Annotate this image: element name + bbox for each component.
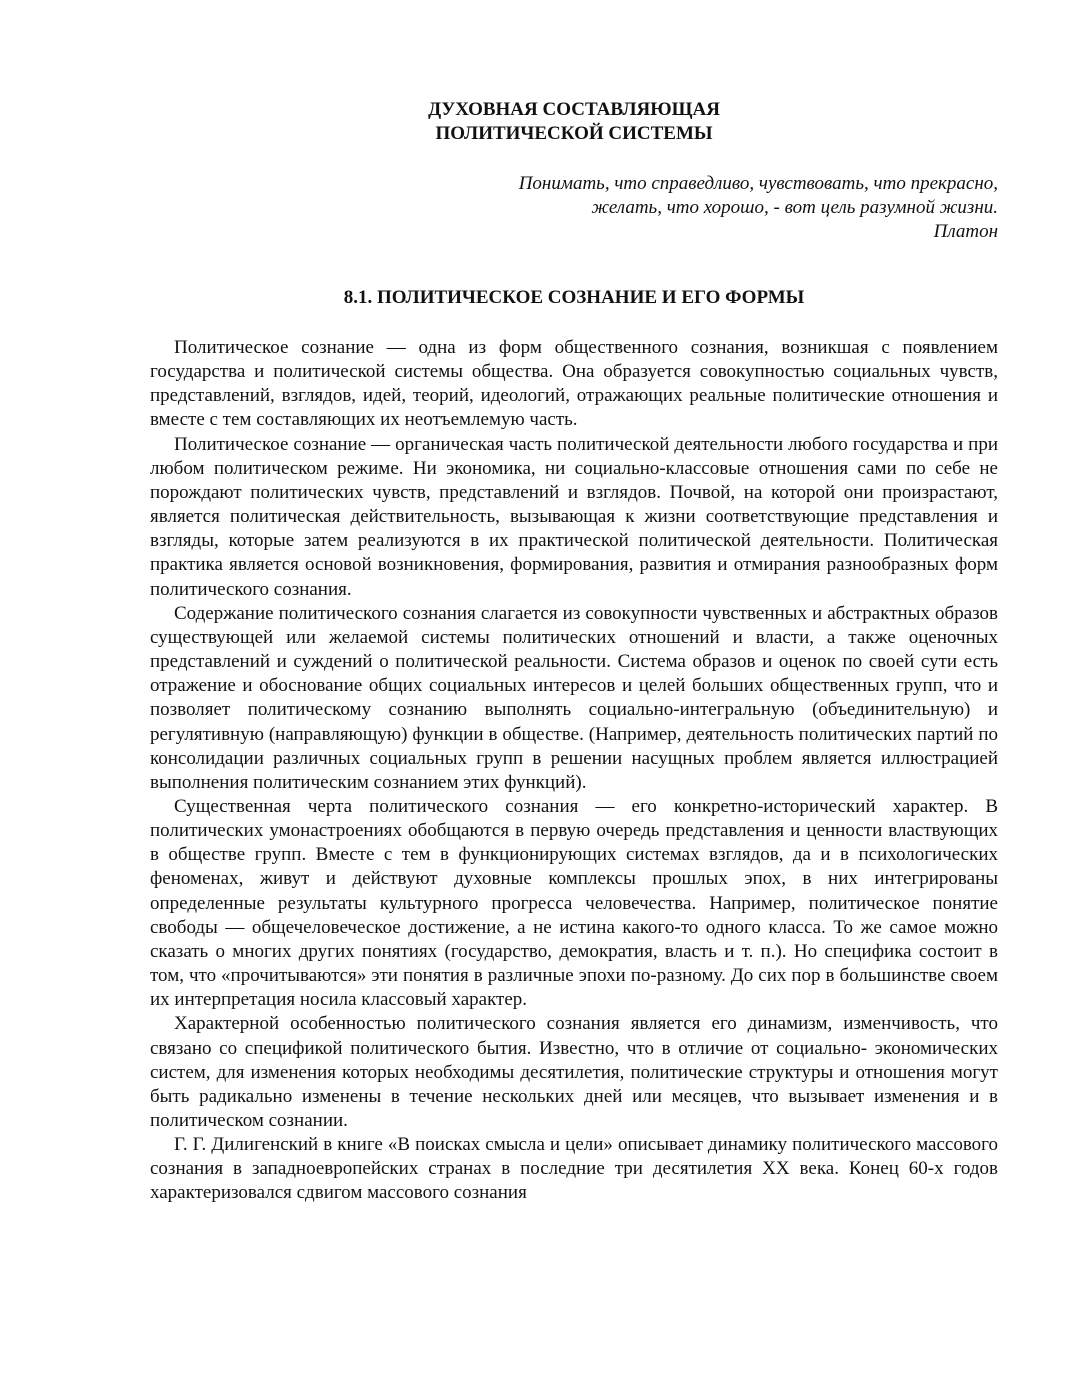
- epigraph: [150, 172, 998, 244]
- document-title-line-1: ДУХОВНАЯ СОСТАВЛЯЮЩАЯ: [428, 99, 720, 120]
- epigraph-author: Платон: [933, 221, 998, 242]
- paragraph: Политическое сознание — органическая часть политической деятельности любого государства и при любом политическом режиме. Ни экономика, ни социально-классовые отношения сами по себе не порождают политических чувств, представлений и взглядов. Почвой, на которой они произрастают, является политическая действительность, вызывающая к жизни соответствующие представления и взгляды, которые затем реализуются в их практической политической деятельности. Политическая практика является основой возникновения, формирования, развития и отмирания разнообразных форм политического сознания.: [150, 433, 998, 600]
- section-body: [150, 336, 998, 1206]
- section-title: 8.1. ПОЛИТИЧЕСКОЕ СОЗНАНИЕ И ЕГО ФОРМЫ: [343, 287, 805, 308]
- paragraph: Характерной особенностью политического сознания является его динамизм, изменчивость, что связано со спецификой политического бытия. Известно, что в отличие от социально- экономических систем, для изменения которых необходимы десятилетия, политические структуры и отношения могут быть радикально изменены в течение нескольких дней или месяцев, что вызывает изменения и в политическом сознании.: [150, 1013, 998, 1131]
- epigraph-line-2: желать, что хорошо, - вот цель разумной жизни.: [591, 197, 998, 218]
- document-title-line-2: ПОЛИТИЧЕСКОЙ СИСТЕМЫ: [435, 123, 713, 144]
- document-page: [150, 98, 998, 1206]
- epigraph-line-1: Понимать, что справедливо, чувствовать, что прекрасно,: [518, 173, 998, 194]
- paragraph: Г. Г. Дилигенский в книге «В поисках смысла и цели» описывает динамику политического массового сознания в западноевропейских странах в последние три десятилетия XX века. Конец 60-х годов характеризовался сдвигом массового сознания: [150, 1134, 998, 1204]
- paragraph: Существенная черта политического сознания — его конкретно-исторический характер. В политических умонастроениях обобщаются в первую очередь представления и ценности властвующих в обществе групп. Вместе с тем в функционирующих системах взглядов, да и в психологических феноменах, живут и действуют духовные комплексы прошлых эпох, в них интегрированы определенные результаты культурного прогресса человечества. Например, политическое понятие свободы — общечеловеческое достижение, а не истина какого-то одного класса. То же самое можно сказать о многих других понятиях (государство, демократия, власть и т. п.). Но специфика состоит в том, что «прочитываются» эти понятия в различные эпохи по-разному. До сих пор в большинстве своем их интерпретация носила классовый характер.: [150, 795, 998, 1011]
- paragraph: Политическое сознание — одна из форм общественного сознания, возникшая с появлением государства и политической системы общества. Она образуется совокупностью социальных чувств, представлений, взглядов, идей, теорий, идеологий, отражающих реальные политические отношения и вместе с тем составляющих их неотъемлемую часть.: [150, 337, 998, 431]
- document-title: [150, 98, 998, 146]
- paragraph: Содержание политического сознания слагается из совокупности чувственных и абстрактных образов существующей или желаемой системы политических отношений и власти, а также оценочных представлений и суждений о политической реальности. Система образов и оценок по своей сути есть отражение и обоснование общих социальных интересов и целей больших общественных групп, что и позволяет политическому сознанию выполнять социально-интегральную (объединительную) и регулятивную (направляющую) функции в обществе. (Например, деятельность политических партий по консолидации различных социальных групп в решении насущных проблем является иллюстрацией выполнения политическим сознанием этих функций).: [150, 602, 998, 793]
